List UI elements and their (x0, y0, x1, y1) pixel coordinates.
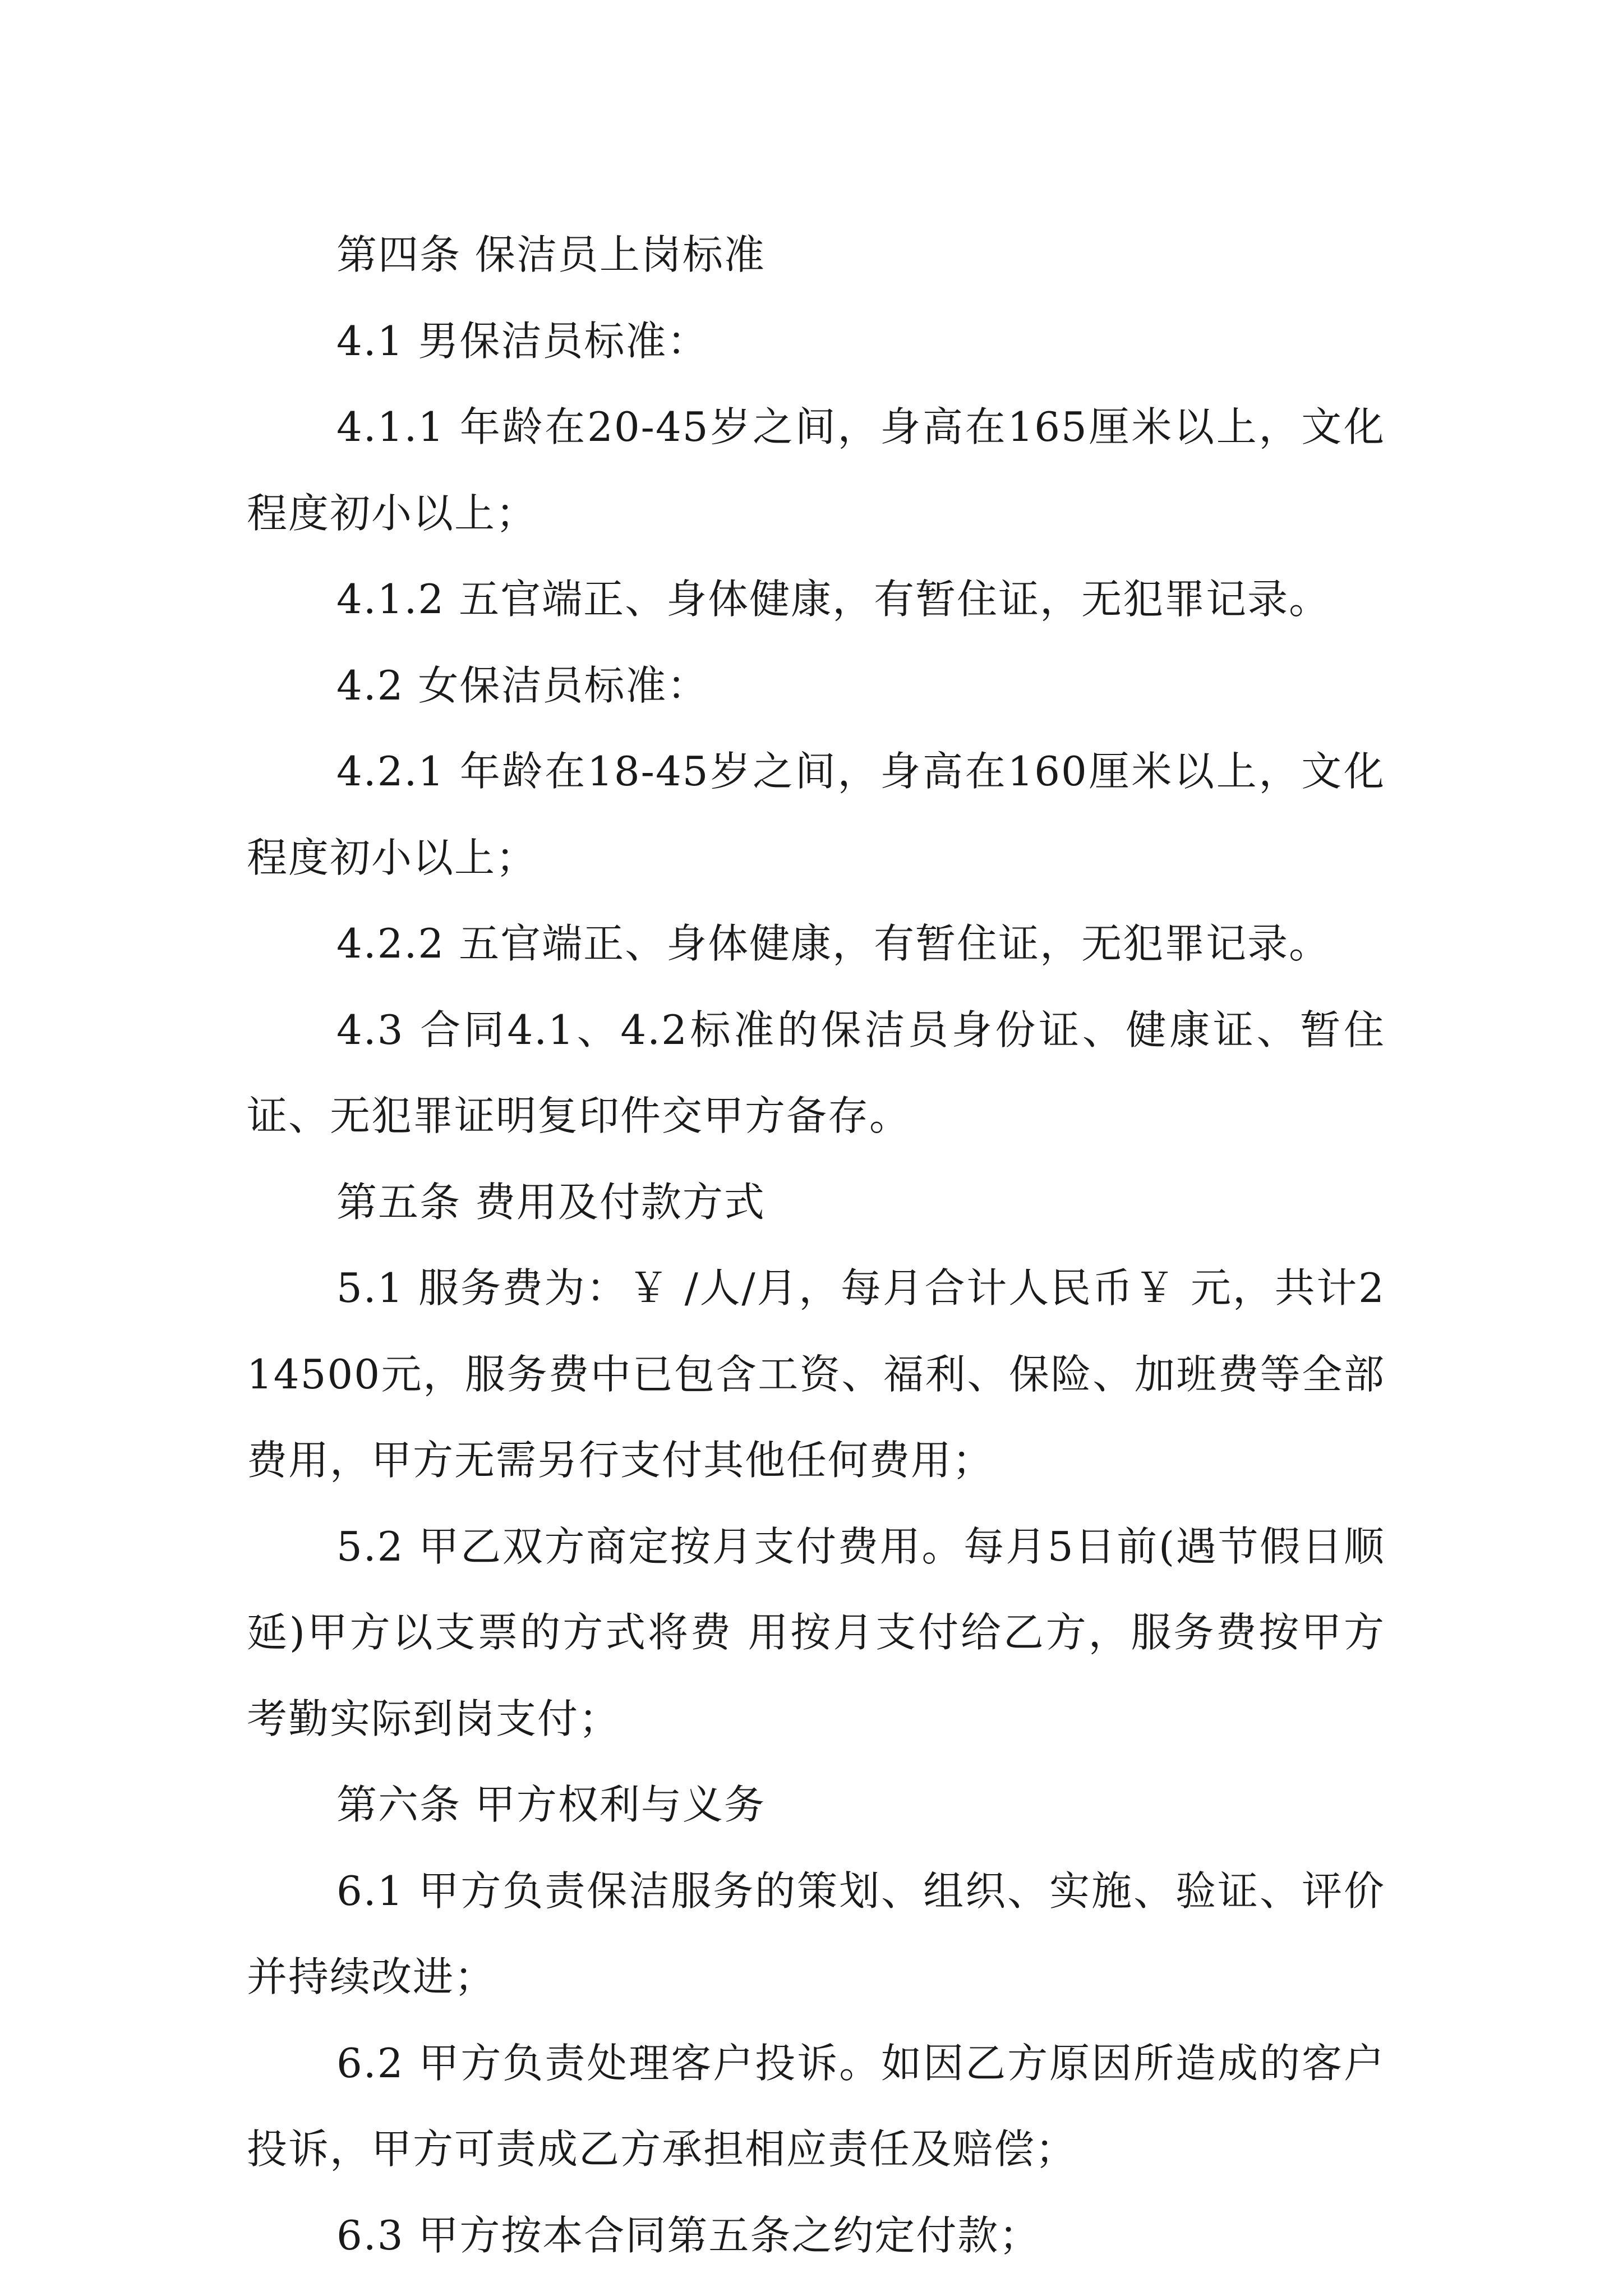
clause-6-3: 6.3 甲方按本合同第五条之约定付款； (336, 2211, 1041, 2259)
clause-4-2-2: 4.2.2 五官端正、身体健康，有暂住证，无犯罪记录。 (336, 920, 1331, 967)
clause-4-3: 4.3 合同4.1、4.2标准的保洁员身份证、健康证、暂住证、无犯罪证明复印件交甲方备存。 (247, 1006, 1385, 1139)
clause-6-1: 6.1 甲方负责保洁服务的策划、组织、实施、验证、评价并持续改进； (247, 1867, 1385, 2000)
clause-5-2: 5.2 甲乙双方商定按月支付费用。每月5日前(遇节假日顺延)甲方以支票的方式将费 用按月支付给乙方，服务费按甲方考勤实际到岗支付； (247, 1522, 1385, 1742)
clause-4-1-1: 4.1.1 年龄在20-45岁之间，身高在165厘米以上，文化程度初小以上； (247, 403, 1385, 537)
article-5-heading: 第五条 费用及付款方式 (336, 1178, 766, 1226)
clause-6-2: 6.2 甲方负责处理客户投诉。如因乙方原因所造成的客户投诉，甲方可责成乙方承担相应责任及赔偿； (247, 2039, 1385, 2173)
clause-4-1-2: 4.1.2 五官端正、身体健康，有暂住证，无犯罪记录。 (336, 576, 1331, 623)
clause-4-2-1: 4.2.1 年龄在18-45岁之间，身高在160厘米以上，文化程度初小以上； (247, 748, 1385, 881)
article-6-heading: 第六条 甲方权利与义务 (336, 1781, 766, 1828)
document-body (247, 212, 1385, 2279)
clause-5-1: 5.1 服务费为：￥ /人/月，每月合计人民币￥ 元，共计214500元，服务费中已包含工资、福利、保险、加班费等全部费用，甲方无需另行支付其他任何费用； (247, 1264, 1385, 1484)
clause-4-2: 4.2 女保洁员标准： (336, 661, 709, 709)
clause-4-1: 4.1 男保洁员标准： (336, 317, 709, 365)
article-4-heading: 第四条 保洁员上岗标准 (336, 231, 766, 278)
